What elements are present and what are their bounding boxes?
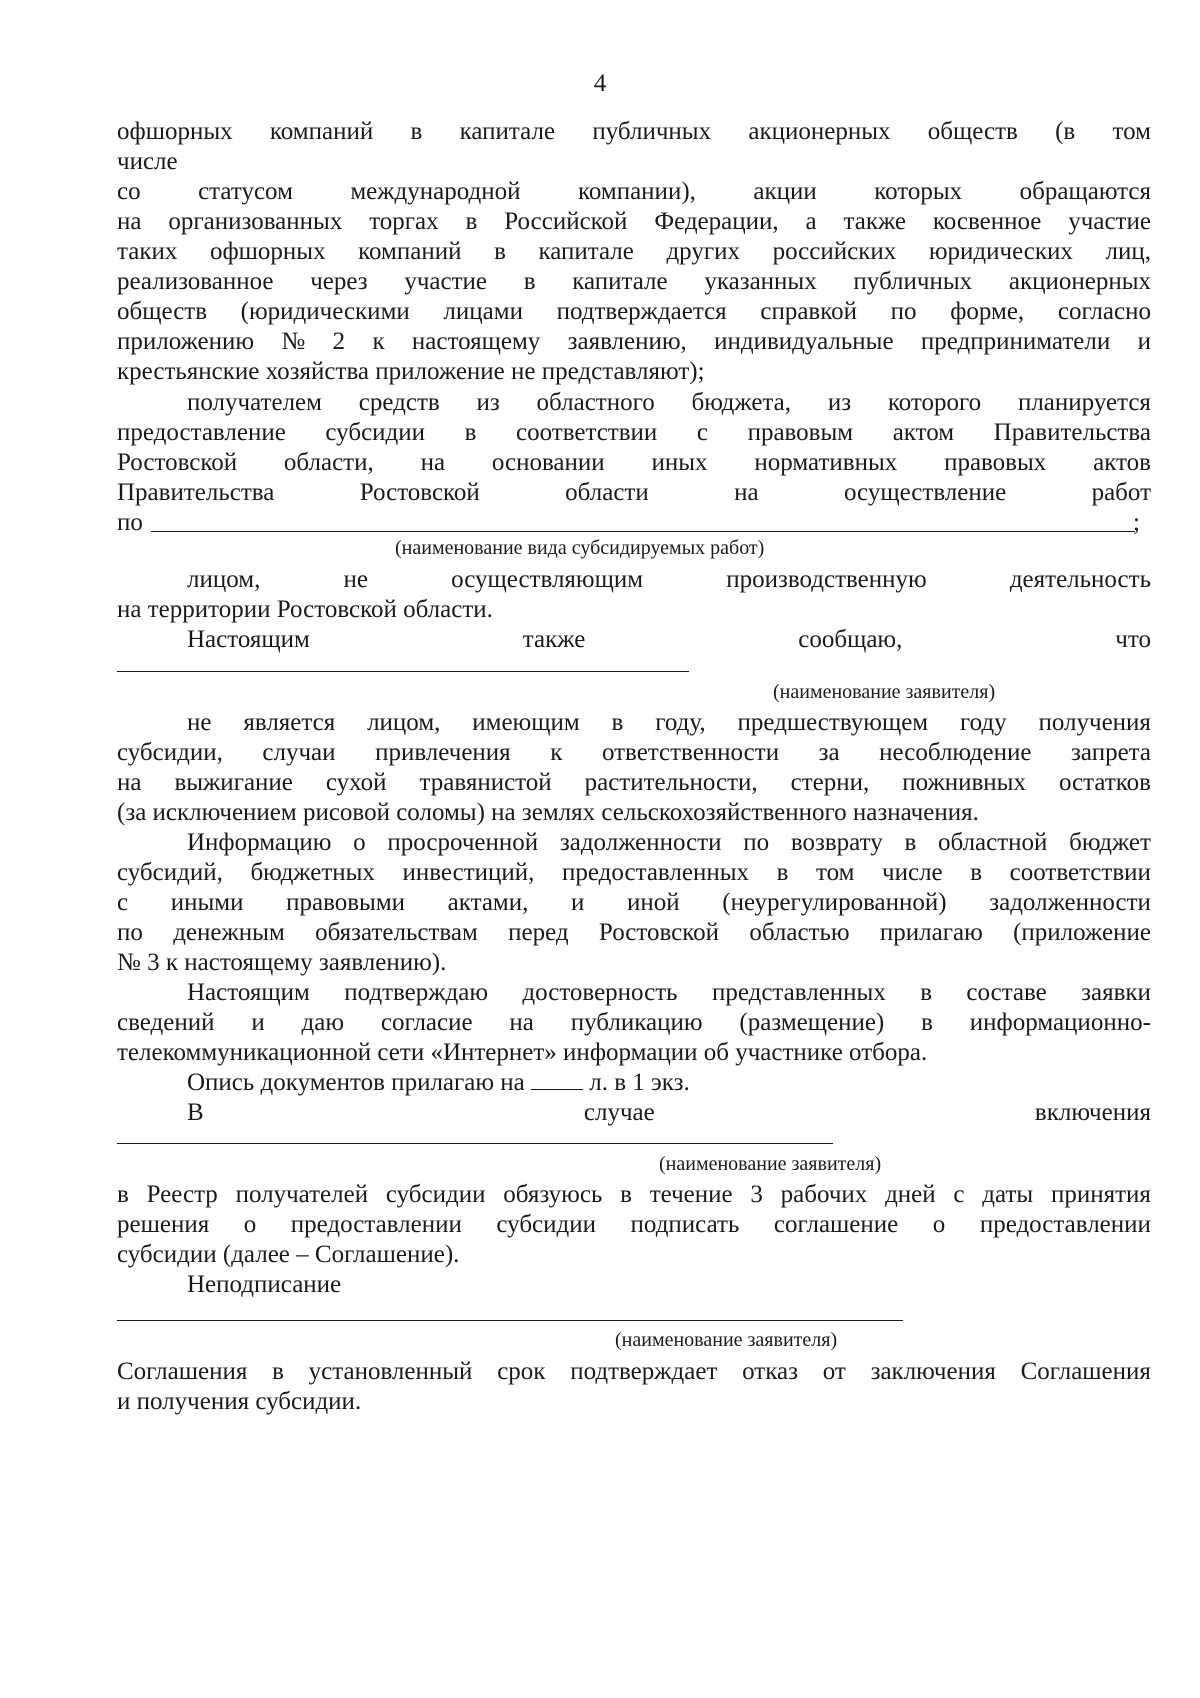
word: подтверждается bbox=[556, 298, 727, 325]
word: обращаются bbox=[1019, 178, 1151, 205]
word: компаний bbox=[269, 118, 374, 145]
text-line bbox=[117, 1179, 1151, 1211]
word: Правительства bbox=[117, 479, 275, 506]
word: в bbox=[970, 859, 983, 886]
word: правовым bbox=[747, 419, 854, 446]
word: нормативных bbox=[754, 449, 898, 476]
word: возврату bbox=[790, 829, 883, 856]
word: справкой bbox=[760, 298, 857, 325]
word: стерни, bbox=[790, 769, 870, 796]
word: субсидии bbox=[325, 419, 426, 446]
word: субсидий, bbox=[117, 859, 223, 886]
word: не bbox=[343, 566, 368, 593]
word: Реестр bbox=[146, 1181, 218, 1208]
word: юридических bbox=[928, 238, 1073, 265]
word: в bbox=[464, 419, 477, 446]
text-line bbox=[117, 236, 1151, 268]
text-line: на территории Ростовской области. bbox=[117, 596, 493, 623]
word: на bbox=[420, 449, 446, 476]
text-line bbox=[117, 447, 1151, 479]
word: форме, bbox=[950, 298, 1025, 325]
word: течение bbox=[649, 1181, 733, 1208]
word: субсидии bbox=[385, 1181, 486, 1208]
word: от bbox=[822, 1358, 846, 1385]
field-caption: (наименование заявителя) bbox=[773, 681, 996, 703]
word: (приложение bbox=[1013, 919, 1151, 946]
text-line: субсидии (далее – Соглашение). bbox=[117, 1241, 460, 1268]
word: правовыми bbox=[286, 889, 406, 916]
word: Федерации, bbox=[654, 208, 779, 235]
word: о bbox=[353, 829, 366, 856]
text-line bbox=[117, 624, 1151, 656]
word: области, bbox=[283, 449, 374, 476]
word: из bbox=[827, 389, 852, 416]
word: которых bbox=[874, 178, 963, 205]
word: Настоящим bbox=[187, 979, 310, 1006]
text-line bbox=[117, 1097, 1151, 1129]
word: публичных bbox=[853, 268, 973, 295]
word: приложению bbox=[117, 328, 255, 355]
word: предприниматели bbox=[920, 328, 1111, 355]
word: предоставление bbox=[117, 419, 286, 446]
text-line bbox=[117, 176, 1151, 208]
fill-in-line bbox=[151, 531, 1135, 532]
word: таких bbox=[117, 238, 178, 265]
word: согласие bbox=[380, 1009, 473, 1036]
word: из bbox=[476, 389, 500, 416]
word: травянистой bbox=[419, 769, 552, 796]
word: других bbox=[666, 238, 740, 265]
word: осуществление bbox=[843, 479, 1007, 506]
word: и bbox=[251, 1009, 265, 1036]
word: ответственности bbox=[601, 739, 780, 766]
word: (размещение) bbox=[739, 1009, 885, 1036]
text-line bbox=[117, 387, 1151, 419]
word: в bbox=[523, 268, 536, 295]
text-line bbox=[117, 857, 1151, 889]
word: публикацию bbox=[570, 1009, 703, 1036]
word: по bbox=[743, 829, 770, 856]
text-line bbox=[117, 1007, 1151, 1039]
word: том bbox=[1112, 118, 1151, 145]
word: 2 bbox=[332, 328, 346, 355]
word: получения bbox=[1038, 709, 1151, 736]
word: на bbox=[117, 208, 142, 235]
text-line bbox=[117, 767, 1151, 799]
word: случаи bbox=[262, 739, 336, 766]
word: бюджета, bbox=[691, 389, 792, 416]
word: в bbox=[465, 208, 478, 235]
word: Ростовской bbox=[598, 919, 720, 946]
word: сухой bbox=[325, 769, 387, 796]
word: пожнивных bbox=[902, 769, 1026, 796]
text-line: по bbox=[117, 509, 143, 536]
word: производственную bbox=[726, 566, 927, 593]
word: принятия bbox=[1050, 1181, 1151, 1208]
word: планируется bbox=[1017, 389, 1151, 416]
word: привлечения bbox=[375, 739, 511, 766]
word: индивидуальные bbox=[714, 328, 894, 355]
word: о bbox=[243, 1211, 257, 1238]
word: получателей bbox=[235, 1181, 369, 1208]
word: настоящему bbox=[411, 328, 541, 355]
word: офшорных bbox=[117, 118, 233, 145]
word: по bbox=[117, 919, 143, 946]
word: 3 bbox=[750, 1181, 763, 1208]
word: Соглашения bbox=[117, 1358, 248, 1385]
word: субсидии bbox=[496, 1211, 596, 1238]
word: В bbox=[187, 1099, 204, 1126]
word: предоставленных bbox=[562, 859, 750, 886]
text-line bbox=[117, 564, 1151, 596]
word: просроченной bbox=[387, 829, 539, 856]
word: даты bbox=[982, 1181, 1034, 1208]
word: участие bbox=[404, 268, 488, 295]
word: в bbox=[620, 1181, 632, 1208]
word: косвенное bbox=[932, 208, 1042, 235]
text-line bbox=[117, 477, 1151, 509]
word: что bbox=[1115, 626, 1151, 653]
word: числе bbox=[882, 859, 943, 886]
word: капитале bbox=[572, 268, 668, 295]
word: подписать bbox=[630, 1211, 740, 1238]
word: информационно- bbox=[969, 1009, 1151, 1036]
word: соответствии bbox=[1009, 859, 1151, 886]
word: установленный bbox=[308, 1358, 473, 1385]
word: области bbox=[565, 479, 649, 506]
word: иной bbox=[627, 889, 680, 916]
word: субсидии, bbox=[117, 739, 223, 766]
field-caption: (наименование вида субсидируемых работ) bbox=[395, 537, 765, 559]
word: остатков bbox=[1058, 769, 1151, 796]
word: за bbox=[818, 739, 840, 766]
word: в bbox=[920, 979, 933, 1006]
word: областной bbox=[937, 829, 1048, 856]
word: выжигание bbox=[174, 769, 293, 796]
word: акции bbox=[753, 178, 817, 205]
word: с bbox=[117, 889, 129, 916]
word: прилагаю bbox=[879, 919, 983, 946]
word: согласно bbox=[1057, 298, 1151, 325]
word: областью bbox=[749, 919, 850, 946]
word: достоверность bbox=[522, 979, 678, 1006]
pages-count-blank bbox=[531, 1067, 583, 1090]
word: бюджетных bbox=[250, 859, 375, 886]
word: в bbox=[776, 859, 789, 886]
word: даю bbox=[301, 1009, 345, 1036]
text-line bbox=[117, 206, 1151, 238]
word: обязуюсь bbox=[503, 1181, 603, 1208]
text-line bbox=[117, 116, 1151, 148]
word: также bbox=[843, 208, 907, 235]
word: с bbox=[696, 419, 708, 446]
text-line bbox=[117, 296, 1151, 328]
word: основании bbox=[491, 449, 605, 476]
text-line: ; bbox=[1133, 509, 1140, 536]
word: в bbox=[904, 829, 917, 856]
word: осуществляющим bbox=[451, 566, 644, 593]
word: лиц, bbox=[1105, 238, 1151, 265]
word: международной bbox=[350, 178, 521, 205]
word: деятельность bbox=[1009, 566, 1151, 593]
word: задолженности bbox=[989, 889, 1151, 916]
word: является bbox=[243, 709, 336, 736]
word: сообщаю, bbox=[798, 626, 903, 653]
text-line: и получения субсидии. bbox=[117, 1388, 362, 1415]
word: правовых bbox=[944, 449, 1047, 476]
field-caption: (наименование заявителя) bbox=[615, 1329, 838, 1351]
word: актами, bbox=[447, 889, 529, 916]
word: соответствии bbox=[516, 419, 658, 446]
text-line bbox=[117, 917, 1151, 949]
word: Соглашения bbox=[1020, 1358, 1151, 1385]
word: и bbox=[571, 889, 585, 916]
text-line bbox=[117, 1067, 1151, 1099]
word: представленных bbox=[711, 979, 886, 1006]
word: растительности, bbox=[584, 769, 758, 796]
page-number: 4 bbox=[593, 70, 607, 97]
word: соглашение bbox=[773, 1211, 899, 1238]
word: со bbox=[117, 178, 141, 205]
word: лицом, bbox=[187, 566, 261, 593]
word: Ростовской bbox=[359, 479, 480, 506]
text-line: № 3 к настоящему заявлению). bbox=[117, 949, 447, 976]
word: составе bbox=[966, 979, 1047, 1006]
word: году bbox=[959, 709, 1007, 736]
word: участие bbox=[1068, 208, 1151, 235]
word: в bbox=[410, 118, 423, 145]
word: о bbox=[932, 1211, 946, 1238]
word: капитале bbox=[538, 238, 634, 265]
text-line bbox=[117, 326, 1151, 358]
word: обществ bbox=[927, 118, 1018, 145]
word: компании), bbox=[577, 178, 696, 205]
word: актов bbox=[1093, 449, 1151, 476]
word: перед bbox=[508, 919, 569, 946]
word: срок bbox=[497, 1358, 546, 1385]
text-line: телекоммуникационной сети «Интернет» информации об участнике отбора. bbox=[117, 1039, 928, 1066]
word: актом bbox=[892, 419, 955, 446]
word: обществ bbox=[117, 298, 208, 325]
word: и bbox=[1137, 328, 1151, 355]
word: сведений bbox=[117, 1009, 215, 1036]
fill-in-line bbox=[117, 1320, 903, 1321]
word: Настоящим bbox=[187, 626, 310, 653]
word: получателем bbox=[187, 389, 322, 416]
word: по bbox=[890, 298, 917, 325]
word: работ bbox=[1091, 479, 1151, 506]
text-line bbox=[117, 827, 1151, 859]
inventory-text-end: л. в 1 экз. bbox=[589, 1069, 690, 1096]
word: через bbox=[310, 268, 368, 295]
word: которого bbox=[887, 389, 982, 416]
word: несоблюдение bbox=[879, 739, 1032, 766]
word: случае bbox=[583, 1099, 655, 1126]
word: офшорных bbox=[209, 238, 326, 265]
word: подтверждает bbox=[570, 1358, 718, 1385]
word: Правительства bbox=[993, 419, 1151, 446]
word: в bbox=[921, 1009, 933, 1036]
word: публичных bbox=[592, 118, 712, 145]
word: заключения bbox=[870, 1358, 996, 1385]
word: к bbox=[372, 328, 385, 355]
word: Российской bbox=[504, 208, 628, 235]
word: предшествующем bbox=[737, 709, 929, 736]
text-line bbox=[117, 266, 1151, 298]
word: российских bbox=[772, 238, 897, 265]
word: акционерных bbox=[748, 118, 891, 145]
word: № bbox=[281, 328, 306, 355]
word: инвестиций, bbox=[402, 859, 535, 886]
word: компаний bbox=[358, 238, 462, 265]
word: организованных bbox=[168, 208, 343, 235]
word: акционерных bbox=[1008, 268, 1151, 295]
word: запрета bbox=[1071, 739, 1151, 766]
word: на bbox=[117, 769, 142, 796]
word: задолженности bbox=[559, 829, 722, 856]
text-line: (за исключением рисовой соломы) на землях сельскохозяйственного назначения. bbox=[117, 799, 979, 826]
word: году, bbox=[655, 709, 706, 736]
text-line bbox=[117, 1209, 1151, 1241]
word: в bbox=[611, 709, 624, 736]
word: (юридическими bbox=[240, 298, 410, 325]
word: лицами bbox=[443, 298, 523, 325]
word: а bbox=[805, 208, 817, 235]
word: заявки bbox=[1081, 979, 1151, 1006]
word: также bbox=[522, 626, 586, 653]
word: в bbox=[272, 1358, 284, 1385]
word: статусом bbox=[198, 178, 293, 205]
word: торгах bbox=[369, 208, 439, 235]
field-caption: (наименование заявителя) bbox=[659, 1153, 882, 1175]
word: указанных bbox=[704, 268, 817, 295]
word: имеющим bbox=[472, 709, 580, 736]
text-line: числе bbox=[117, 148, 178, 175]
word: к bbox=[550, 739, 563, 766]
word: обязательствам bbox=[315, 919, 478, 946]
word: предоставлении bbox=[979, 1211, 1151, 1238]
word: с bbox=[953, 1181, 965, 1208]
word: на bbox=[509, 1009, 534, 1036]
word: областного bbox=[536, 389, 655, 416]
word: (в bbox=[1055, 118, 1076, 145]
word: иных bbox=[651, 449, 708, 476]
text-line bbox=[117, 887, 1151, 919]
text-line bbox=[117, 707, 1151, 739]
text-line bbox=[117, 417, 1151, 449]
word: заявлению, bbox=[567, 328, 687, 355]
text-line bbox=[117, 1356, 1151, 1388]
word: в bbox=[494, 238, 506, 265]
word: том bbox=[816, 859, 855, 886]
word: дней bbox=[885, 1181, 936, 1208]
word: бюджет bbox=[1069, 829, 1151, 856]
word: включения bbox=[1034, 1099, 1151, 1126]
word: средств bbox=[358, 389, 440, 416]
word: капитале bbox=[459, 118, 556, 145]
word: реализованное bbox=[117, 268, 274, 295]
text-line: крестьянские хозяйства приложение не представляют); bbox=[117, 358, 705, 385]
word: Информацию bbox=[187, 829, 332, 856]
word: решения bbox=[117, 1211, 210, 1238]
fill-in-line bbox=[117, 1143, 833, 1144]
word: на bbox=[734, 479, 759, 506]
word: рабочих bbox=[780, 1181, 868, 1208]
word: подтверждаю bbox=[344, 979, 489, 1006]
text-line bbox=[117, 977, 1151, 1009]
word: отказ bbox=[742, 1358, 798, 1385]
word: не bbox=[187, 709, 212, 736]
word: предоставлении bbox=[290, 1211, 462, 1238]
fill-in-line bbox=[117, 671, 689, 672]
inventory-text: Опись документов прилагаю на bbox=[187, 1069, 525, 1096]
text-line bbox=[117, 737, 1151, 769]
word: денежным bbox=[173, 919, 285, 946]
word: Ростовской bbox=[117, 449, 238, 476]
word: лицом, bbox=[367, 709, 441, 736]
word: в bbox=[117, 1181, 129, 1208]
word: (неурегулированной) bbox=[722, 889, 947, 916]
word: иными bbox=[170, 889, 244, 916]
text-line: Неподписание bbox=[187, 1271, 342, 1298]
